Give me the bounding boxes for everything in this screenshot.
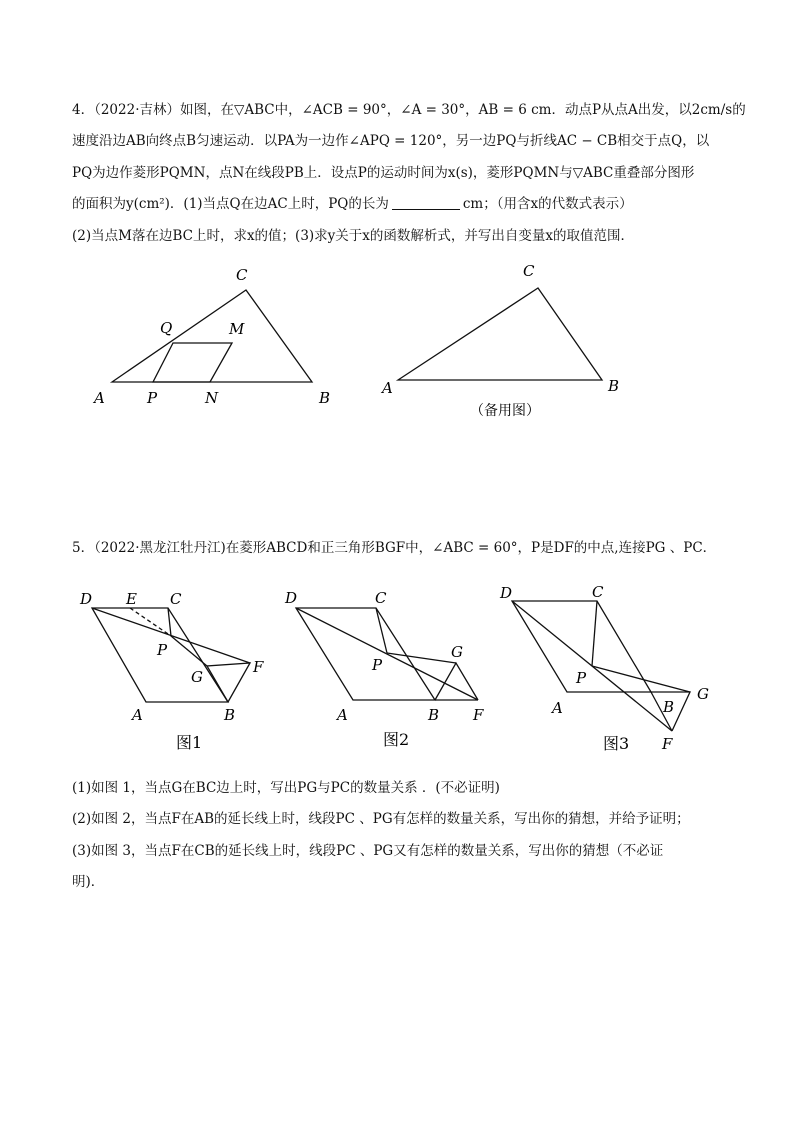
- f2-label-c: C: [375, 589, 387, 607]
- problem4-line-4: [72, 195, 633, 213]
- problem5-question-1: (1)如图 1，当点G在BC边上时，写出PG与PC的数量关系 ．(不必证明): [72, 780, 500, 796]
- problem5-question-3: (3)如图 3，当点F在CB的延长线上时，线段PC 、PG又有怎样的数量关系，写出你的猜想（不必证: [72, 843, 664, 859]
- triangle-bgf-1: [207, 663, 250, 702]
- segment-pc-2: [376, 608, 387, 653]
- f1-label-c: C: [170, 590, 182, 608]
- segment-pc-3: [592, 601, 597, 666]
- problem4-line-1: 4．（2022·吉林）如图，在▽ABC中，∠ACB = 90°，∠A = 30°，AB = 6 cm．动点P从点A出发，以2cm/s的: [72, 102, 746, 118]
- label-a: A: [94, 389, 105, 407]
- f3-caption: 图3: [603, 734, 630, 753]
- f3-label-b: B: [663, 698, 675, 716]
- label-p: P: [147, 389, 158, 407]
- rhombus-abcd-2: [296, 608, 435, 700]
- segment-pg-3: [592, 666, 690, 692]
- triangle-abc: [112, 290, 312, 382]
- f1-label-f: F: [253, 658, 264, 676]
- problem5-question-2: (2)如图 2，当点F在AB的延长线上时，线段PC 、PG有怎样的数量关系，写出你的猜想，并给予证明；: [72, 811, 690, 827]
- spare-label-c: C: [523, 262, 535, 280]
- problem5-question-3-cont: 明)．: [72, 874, 105, 890]
- label-b: B: [319, 389, 331, 407]
- f2-label-p: P: [372, 656, 383, 674]
- f2-label-b: B: [428, 706, 440, 724]
- f3-label-c: C: [592, 583, 604, 601]
- problem5-figure-2: [280, 582, 490, 752]
- label-n: N: [205, 389, 219, 407]
- spare-caption: （备用图）: [470, 403, 540, 419]
- problem5-intro: 5．（2022·黑龙江牡丹江)在菱形ABCD和正三角形BGF中，∠ABC = 60°，P是DF的中点,连接PG 、PC．: [72, 540, 717, 556]
- f3-label-f: F: [662, 735, 673, 753]
- spare-label-a: A: [382, 379, 393, 397]
- f1-label-g: G: [191, 668, 203, 686]
- segment-pg-2: [387, 653, 456, 663]
- f3-label-d: D: [500, 584, 513, 602]
- label-q: Q: [160, 319, 173, 337]
- f1-label-e: E: [126, 590, 137, 608]
- f1-label-a: A: [132, 706, 143, 724]
- f1-label-b: B: [224, 706, 236, 724]
- f1-label-d: D: [80, 590, 93, 608]
- f2-label-f: F: [473, 706, 484, 724]
- problem4-line-3: PQ为边作菱形PQMN，点N在线段PB上．设点P的运动时间为x(s)，菱形PQMN与▽ABC重叠部分图形: [72, 165, 695, 181]
- problem5-figure-3: [490, 575, 720, 755]
- f2-label-g: G: [451, 643, 463, 661]
- problem4-figure-spare: [370, 255, 630, 425]
- f2-label-d: D: [285, 589, 298, 607]
- f2-label-a: A: [337, 706, 348, 724]
- problem4-line-5: (2)当点M落在边BC上时，求x的值；(3)求y关于x的函数解析式，并写出自变量x的取值范围．: [72, 228, 635, 244]
- rhombus-pqmn: [153, 343, 232, 382]
- label-c: C: [236, 266, 248, 284]
- problem4-line-4-after: cm；（用含x的代数式表示）: [462, 196, 633, 212]
- f1-caption: 图1: [176, 733, 203, 752]
- f3-label-a: A: [552, 699, 563, 717]
- problem4-figure-main: [90, 260, 350, 420]
- problem4-line-2: 速度沿边AB向终点B匀速运动．以PA为一边作∠APQ = 120°，另一边PQ与折线AC − CB相交于点Q，以: [72, 133, 710, 149]
- segment-ep-dashed-1: [130, 608, 171, 636]
- answer-blank: [392, 197, 460, 210]
- f3-label-p: P: [576, 669, 587, 687]
- label-m: M: [229, 320, 245, 338]
- spare-label-b: B: [608, 377, 620, 395]
- f1-label-p: P: [157, 641, 168, 659]
- problem4-line-4-before: 的面积为y(cm²)．(1)当点Q在边AC上时，PQ的长为: [72, 196, 389, 212]
- f3-label-g: G: [697, 685, 709, 703]
- f2-caption: 图2: [383, 730, 410, 749]
- triangle-abc-spare: [398, 288, 602, 380]
- problem5-figure-1: [75, 582, 275, 762]
